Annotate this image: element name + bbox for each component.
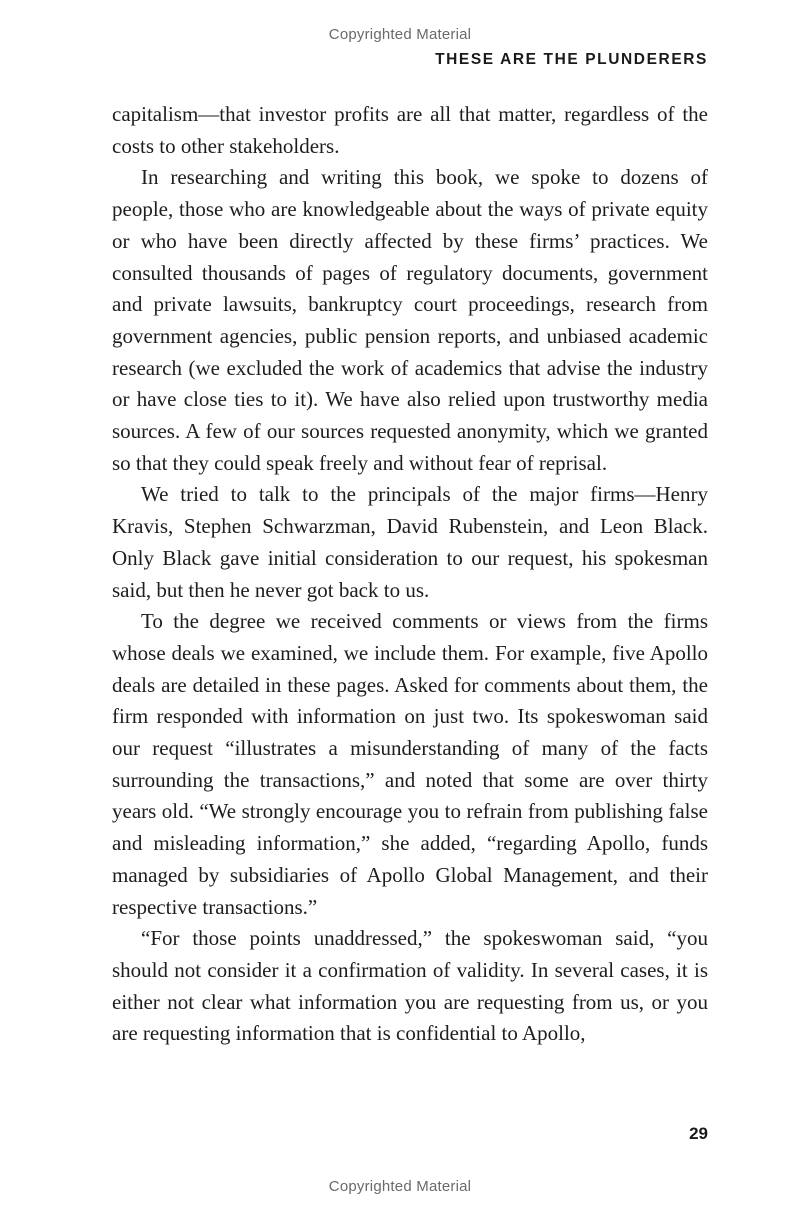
running-head: THESE ARE THE PLUNDERERS: [435, 51, 708, 68]
paragraph-3: We tried to talk to the principals of the major firms—Henry Kravis, Stephen Schwarzman, David Rubenstein, and Leon Black. Only Black gave initial consideration to our request, his spokesman said, but then he never got back to us.: [112, 482, 708, 602]
paragraph-1: capitalism—that investor profits are all that matter, regardless of the costs to other stakeholders.: [112, 102, 708, 158]
paragraph-5: “For those points unaddressed,” the spokeswoman said, “you should not consider it a confirmation of validity. In several cases, it is either not clear what information you are requesting from us, or you are requesting information that is confidential to Apollo,: [112, 926, 708, 1046]
body-text: [112, 99, 708, 1050]
copyright-watermark-bottom: Copyrighted Material: [328, 1178, 472, 1195]
paragraph-4: To the degree we received comments or views from the firms whose deals we examined, we include them. For example, five Apollo deals are detailed in these pages. Asked for comments about them, the firm responded with information on just two. Its spokeswoman said our request “illustrates a misunderstanding of many of the facts surrounding the transactions,” and noted that some are over thirty years old. “We strongly encourage you to refrain from publishing false and misleading information,” she added, “regarding Apollo, funds managed by subsidiaries of Apollo Global Management, and their respective transactions.”: [112, 609, 708, 919]
page-number: 29: [689, 1124, 708, 1143]
paragraph-2: In researching and writing this book, we spoke to dozens of people, those who are knowledgeable about the ways of private equity or who have been directly affected by these firms’ practices. We consulted thousands of pages of regulatory documents, government and private lawsuits, bankruptcy court proceedings, research from government agencies, public pension reports, and unbiased academic research (we excluded the work of academics that advise the industry or have close ties to it). We have also relied upon trustworthy media sources. A few of our sources requested anonymity, which we granted so that they could speak freely and without fear of reprisal.: [112, 165, 708, 475]
copyright-watermark-top: Copyrighted Material: [328, 26, 472, 43]
